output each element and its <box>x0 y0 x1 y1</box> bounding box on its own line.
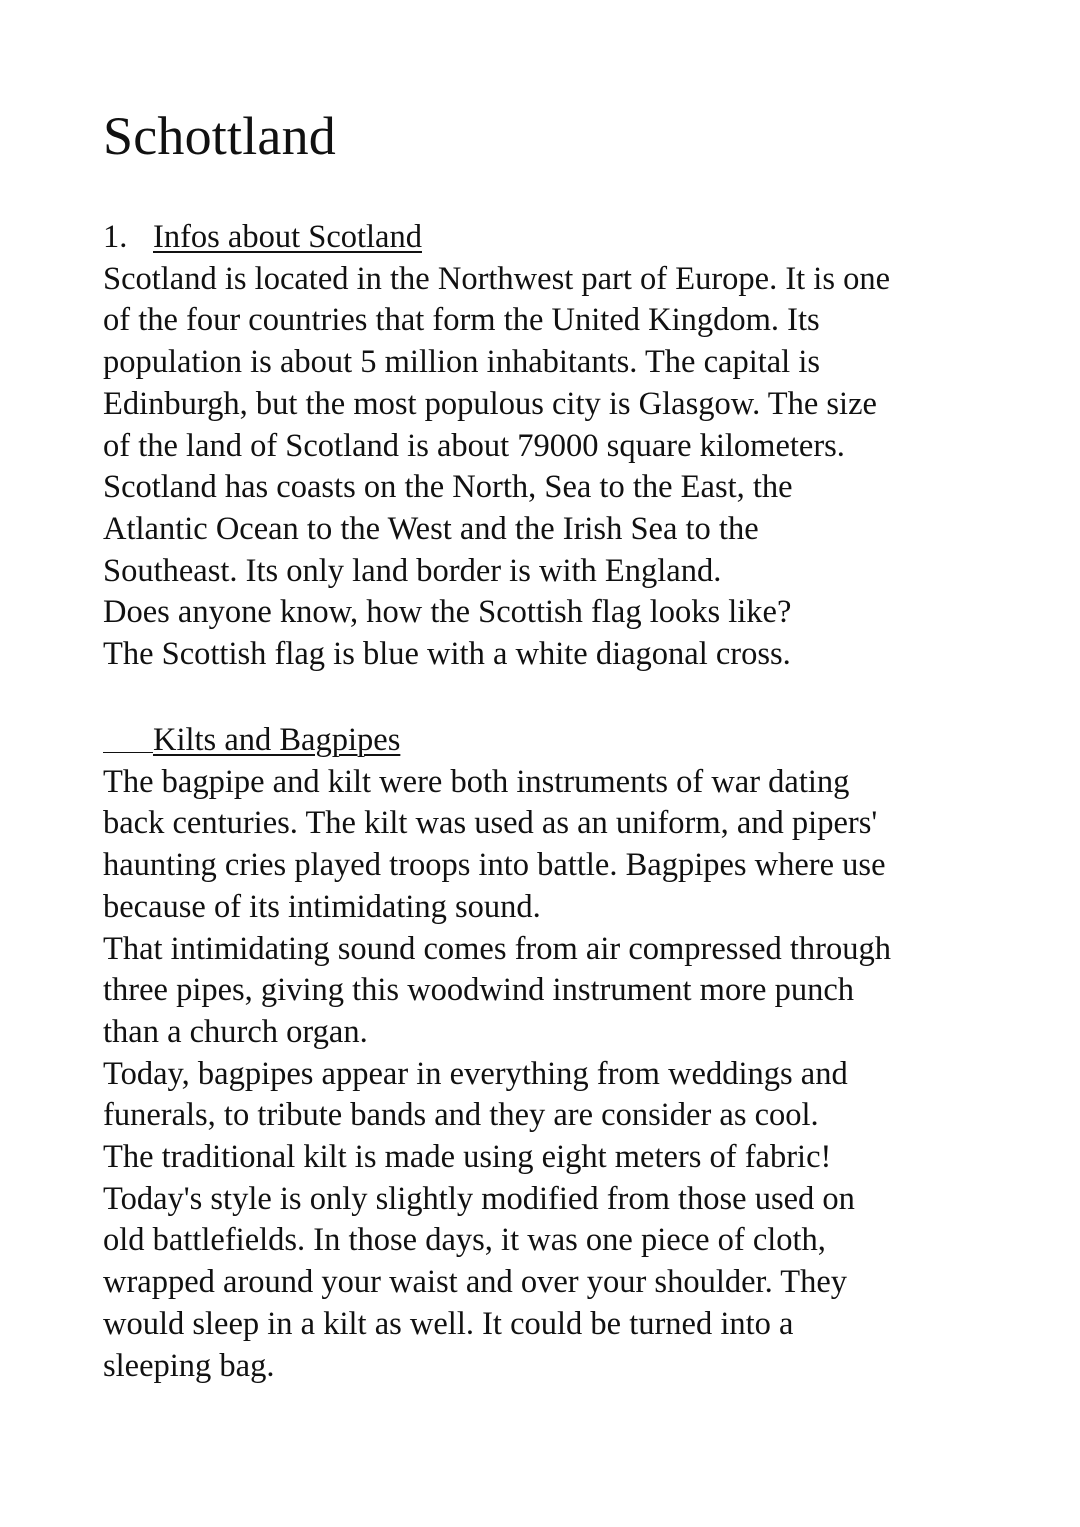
section-heading-label: Infos about Scotland <box>153 219 422 255</box>
paragraph-line: The bagpipe and kilt were both instruments of war dating <box>103 763 850 800</box>
paragraph-line: Scotland has coasts on the North, Sea to the East, the <box>103 469 793 506</box>
paragraph-line: back centuries. The kilt was used as an uniform, and pipers' <box>103 805 878 842</box>
paragraph-line: would sleep in a kilt as well. It could be turned into a <box>103 1305 794 1342</box>
paragraph-line: of the four countries that form the United Kingdom. Its <box>103 302 820 339</box>
section-infos-about-scotland <box>103 217 983 676</box>
paragraph-line: three pipes, giving this woodwind instrument more punch <box>103 972 855 1009</box>
section-number: 1. <box>103 219 128 255</box>
paragraph-line: Today's style is only slightly modified from those used on <box>103 1180 855 1217</box>
paragraph-line: haunting cries played troops into battle. Bagpipes where use <box>103 847 886 884</box>
paragraph-line: Edinburgh, but the most populous city is Glasgow. The size <box>103 385 877 422</box>
paragraph-line: old battlefields. In those days, it was one piece of cloth, <box>103 1222 826 1259</box>
paragraph-line: Scotland is located in the Northwest part of Europe. It is one <box>103 260 891 297</box>
paragraph-line: That intimidating sound comes from air compressed through <box>103 930 891 967</box>
paragraph-line: of the land of Scotland is about 79000 square kilometers. <box>103 427 845 464</box>
paragraph-line: Today, bagpipes appear in everything from weddings and <box>103 1055 848 1092</box>
paragraph-line: because of its intimidating sound. <box>103 888 541 925</box>
section-heading-label: Kilts and Bagpipes <box>153 722 401 758</box>
paragraph-line: population is about 5 million inhabitants. The capital is <box>103 344 821 381</box>
document-title: Schottland <box>103 106 336 166</box>
paragraph-line: The traditional kilt is made using eight meters of fabric! <box>103 1139 832 1176</box>
paragraph-line: than a church organ. <box>103 1013 368 1050</box>
heading-underline-lead <box>103 720 153 753</box>
paragraph-line: The Scottish flag is blue with a white diagonal cross. <box>103 636 791 673</box>
section-kilts-and-bagpipes <box>103 717 983 1387</box>
paragraph-line: Atlantic Ocean to the West and the Irish Sea to the <box>103 510 759 547</box>
paragraph-line: wrapped around your waist and over your shoulder. They <box>103 1264 848 1301</box>
paragraph-line: sleeping bag. <box>103 1347 275 1384</box>
section-heading <box>103 717 983 762</box>
paragraph-line: funerals, to tribute bands and they are consider as cool. <box>103 1097 819 1134</box>
section-heading <box>103 217 983 259</box>
paragraph-line: Southeast. Its only land border is with England. <box>103 552 722 589</box>
paragraph-line: Does anyone know, how the Scottish flag looks like? <box>103 594 792 631</box>
